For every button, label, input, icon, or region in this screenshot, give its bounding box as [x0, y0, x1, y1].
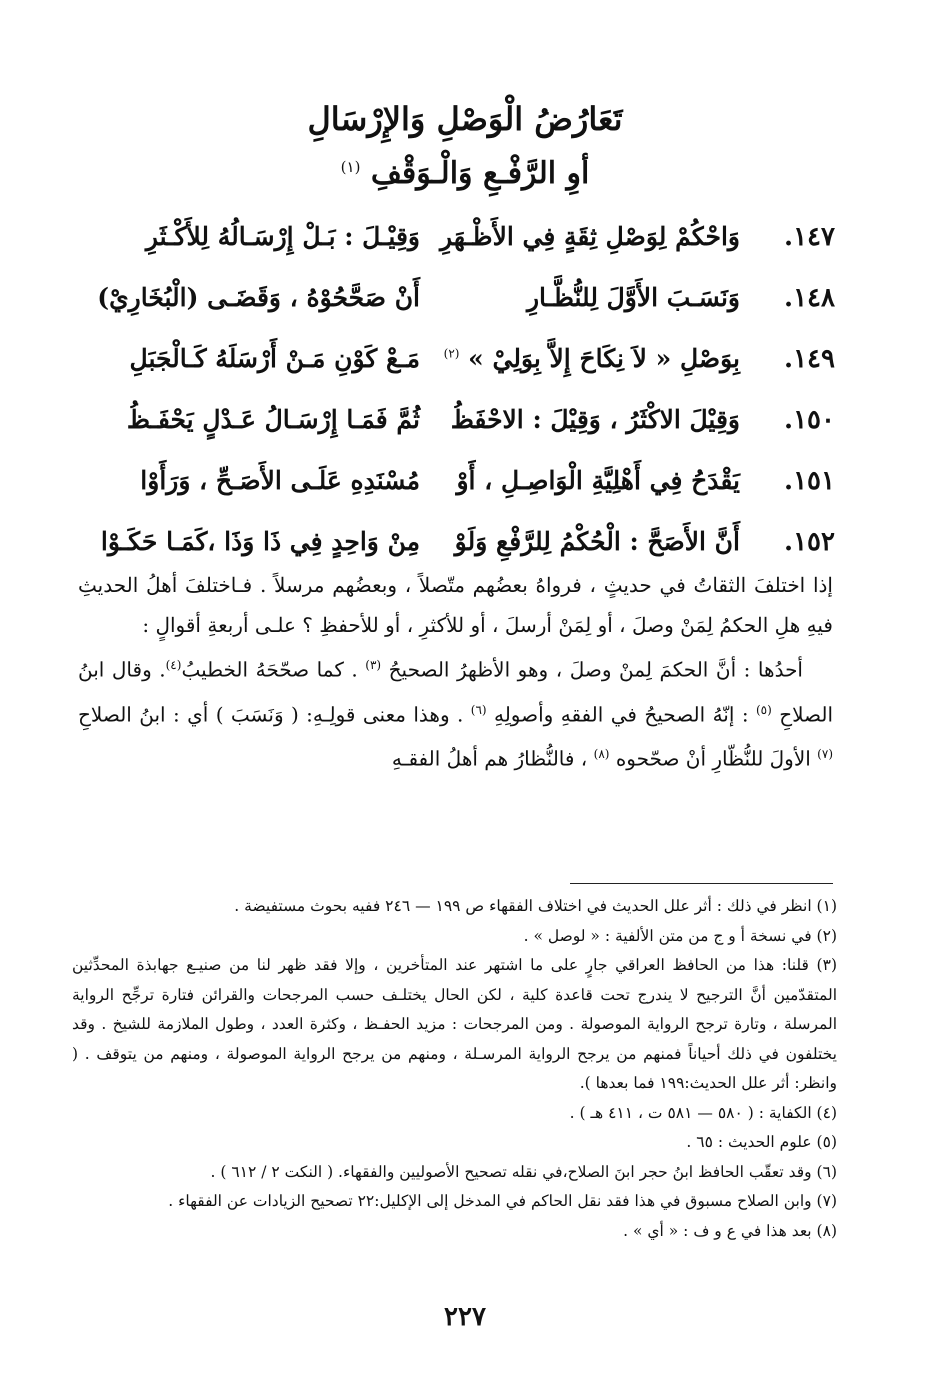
verse-first-hemistich: أَنَّ الأَصَحَّ : الْحُكْمُ لِلرَّفْعِ وَلَوْ	[454, 527, 740, 556]
paragraph-text: ، فالنُّظارُ هم أهلُ الفقـهِ	[391, 746, 594, 771]
footnote: (٦) وقد تعقّب الحافظ ابنُ حجر ابنَ الصلاح،في نقله تصحيح الأصوليين والفقهاء. ( النكت ٢ / ٦١٢ ) .	[210, 1162, 837, 1181]
subtitle-text: أوِ الرَّفْـعِ وَالْـوَقْفِ	[370, 156, 590, 191]
verse-row	[80, 395, 835, 456]
verse-second-hemistich: مِنْ وَاحِدٍ فِي ذَا وَذَا ،كَمَـا حَكَـوْا	[100, 527, 420, 556]
hemistich-text: بِوَصْلِ « لاَ نِكَاحَ إِلاَّ بِوَلِيْ »	[468, 344, 740, 373]
verse-second-hemistich: أَنْ صَحَّحُوْهُ ، وَقَضَـى (الْبُخَارِيْ)	[97, 283, 420, 312]
verse-number: ١٤٨.	[784, 283, 835, 313]
commentary-paragraph	[78, 645, 833, 779]
footnote: (٤) الكفاية : ( ٥٨٠ — ٥٨١ ت ، ٤١١ هـ ) .	[569, 1103, 837, 1122]
paragraph-text: أحدُها : أنَّ الحكمَ لِمنْ وصلَ ، وهو الأظهرُ الصحيحُ	[388, 657, 803, 682]
footnote: (٥) علوم الحديث : ٦٥ .	[686, 1133, 837, 1151]
footnote-ref: (٤)	[165, 658, 182, 672]
verse-first-hemistich: يَقْدَحُ فِي أَهْلِيَّةِ الْوَاصِـلِ ، أَوْ	[456, 466, 740, 495]
verse-number: ١٥٠.	[784, 405, 835, 435]
verse-row	[80, 273, 835, 334]
footnote-ref: (٣)	[365, 658, 382, 672]
verse-first-hemistich: وَقِيْلَ الاكْثَرُ ، وَقِيْلَ : الاحْفَظُ	[450, 405, 740, 434]
footnote-ref: (٢)	[443, 346, 460, 361]
verse-number: ١٥٢.	[784, 527, 835, 557]
footnote: (٢) في نسخة أ و ج من متن الألفية : « لوصل » .	[523, 926, 837, 945]
verse-second-hemistich: ثُمَّ فَمَـا إِرْسَـالُ عَـدْلٍ يَحْفَـظُ	[126, 405, 420, 434]
verse-number: ١٤٩.	[784, 344, 835, 374]
paragraph-text: . وهذا معنى قولِـهِ: ( وَنَسَبَ ) أي : ابنُ الصلاحِ	[78, 702, 471, 727]
paragraph-text: الأولَ للنُّظّارِ أنْ صحّحوه	[615, 746, 818, 771]
chapter-subtitle	[0, 156, 930, 191]
footnote-ref: (٥)	[755, 702, 772, 717]
verse-second-hemistich: مُسْنَدِهِ عَلَـى الأَصَـحِّ ، وَرَأَوْا	[140, 466, 420, 495]
footnote-ref: (١)	[340, 158, 361, 176]
footnote-ref: (٨)	[593, 747, 610, 762]
page-number: ٢٢٧	[444, 1302, 486, 1332]
chapter-title: تَعَارُضُ الْوَصْلِ وَالإِرْسَالِ	[307, 100, 623, 138]
verse-first-hemistich: وَاحْكُمْ لِوَصْلِ ثِقَةٍ فِي الأَظْـهَرِ	[440, 222, 740, 251]
verse-row	[80, 334, 835, 395]
paragraph-text: : إنّهُ الصحيحُ في الفقهِ وأصولِهِ	[493, 702, 756, 727]
commentary-body	[78, 565, 833, 779]
footnote: (٣) قلنا: هذا من الحافظ العراقي جارٍ على ما اشتهر عند المتأخرين ، وإلا فقد ظهر لنا من صنيـع جهابذة المحدِّثين المتقدّمين أنَّ الترجيح لا يندرج تحت قاعدة كلية ، لكن الحال يختلـف حسب المرجحات والقرائن فتارة ترجِّح الرواية المرسلة ، وتارة ترجح الرواية الموصولة . ومن المرجحات : مزيد الحفـظ ، وكثرة العدد ، وطول الملازمة للشيخ . وقد يختلفون في ذلك أحياناً فمنهم من يرجح الرواية المرسـلة ، ومنهم من يرجح الرواية الموصولة ، ومنهم من يتوقف . ( وانظر: أثر علل الحديث:١٩٩ فما بعدها ).	[72, 956, 837, 1092]
footnote: (٨) بعد هذا في ع و ف : « أي » .	[623, 1221, 837, 1240]
verse-first-hemistich	[420, 344, 740, 373]
verse-row	[80, 212, 835, 273]
footnote-ref: (٦)	[470, 702, 487, 717]
verse-second-hemistich: وَقِيْـلَ : بَـلْ إِرْسَـالُهُ لِلأَكْـثَرِ	[145, 222, 420, 251]
verse-number: ١٤٧.	[784, 222, 835, 252]
footnote-ref: (٧)	[817, 747, 833, 762]
verse-row	[80, 456, 835, 517]
footnote: (٧) وابن الصلاح مسبوق في هذا فقد نقل الحاكم في المدخل إلى الإكليل:٢٢ تصحيح الزيادات عن الفقهاء .	[168, 1192, 837, 1210]
verse-second-hemistich: مَـعْ كَوْنِ مَـنْ أَرْسَلَهُ كَـالْجَبَلِ	[129, 344, 420, 373]
footnote-separator	[570, 883, 833, 884]
commentary-paragraph: إذا اختلفَ الثقاتُ في حديثٍ ، فرواهُ بعضُهم متّصلاً ، وبعضُهم مرسلاً . فـاختلفَ أهلُ الحديثِ فيهِ هلِ الحكمُ لِمَنْ وصلَ ، أو لِمَنْ أرسلَ ، أو للأكثرِ ، أو للأحفظِ ؟ علـى أربعةِ أقوالٍ :	[78, 573, 833, 637]
verse-number: ١٥١.	[784, 466, 835, 496]
footnotes	[72, 892, 837, 1246]
footnote: (١) انظر في ذلك : أثر علل الحديث في اختلاف الفقهاء ص ١٩٩ — ٢٤٦ ففيه بحوث مستفيضة .	[234, 897, 837, 915]
verse-first-hemistich: وَنَسَـبَ الأَوَّلَ لِلنُّظَّـارِ	[526, 283, 740, 312]
paragraph-text: . كما صحّحَهُ الخطيبُ	[181, 657, 366, 682]
verse-list	[80, 212, 835, 578]
paragraph-text: . وقال ابنُ الصلاحِ	[78, 657, 834, 727]
